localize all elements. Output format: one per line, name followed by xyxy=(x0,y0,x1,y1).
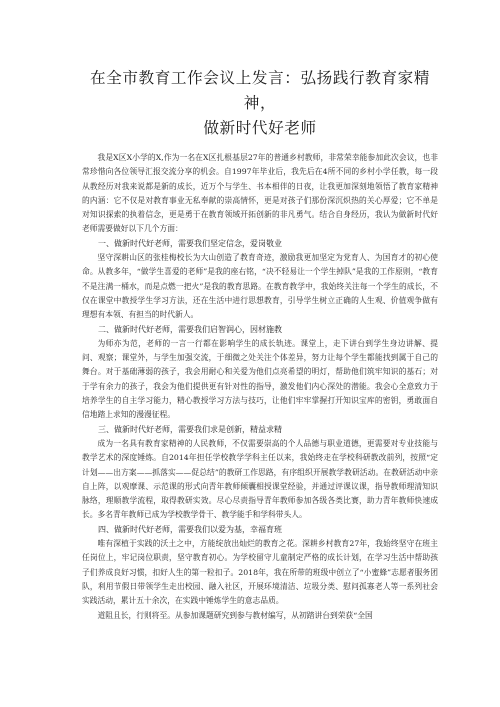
section-1-body: 坚守深耕山区的张桂梅校长为大山创造了教育奇迹，激励我更加坚定为党育人、为国育才的初心使命。从教多年，“做学生喜爱的老师”是我的座右铭，“决不轻易让一个学生掉队”是我的工作原则，“教育不是注满一桶水，而是点燃一把火”是我的教育思路。在教育教学中，我始终关注每一个学生的成长，不仅在课堂中教授学生学习方法，还在生活中进行思想教育，引导学生树立正确的人生观、价值观争做有理想有本领、有担当的时代新人。 xyxy=(82,253,438,320)
title-line-2: 做新时代好老师 xyxy=(203,119,317,137)
title-line-1: 在全市教育工作会议上发言：弘扬践行教育家精神， xyxy=(89,69,431,112)
intro-paragraph: 我是X区X小学的X,作为一名在X区扎根基层27年的普通乡村教师，非常荣幸能参加此次会议，也非常珍惜向各位领导汇报交流分享的机会。自1997年毕业后，我先后在4所不同的乡村小学任教，每一段从教经历对我来说都是新的成长，近万个与学生、书本相伴的日夜，让我更加深刻地领悟了教育家精神的内涵：它不仅是对教育事业无私奉献的崇高情怀，更是对孩子们那份深沉炽热的关心厚爱；它不单是对知识探索的执着信念，更是勇于在教育领域开拓创新的非凡勇气。结合自身经历，我认为做新时代好老师需要做好以下几个方面： xyxy=(82,153,438,234)
section-3-body: 成为一名具有教育家精神的人民教师，不仅需要崇高的个人品德与职业道德，更需要对专业技能与教学艺术的深度锤炼。自2014年担任学校教学学科主任以来，我始终走在学校科研教改前列，按照“定计划——出方案——抓落实——促总结”的教研工作思路，有序组织开展教学教研活动。在教研活动中亲自上阵，以观摩课、示范课的形式向青年教师倾囊相授课堂经验，并通过评课议课，指导教师理清知识脉络，理顺教学流程，取得教研实效。尽心尽责指导青年教师参加各级各类比赛，助力青年教师快速成长。多名青年教师已成为学校教学骨干、教学能手和学科带头人。 xyxy=(82,438,438,520)
closing-paragraph: 道阻且长，行则将至。从参加课题研究到参与教材编写，从初踏讲台到荣获“全国 xyxy=(97,610,373,620)
section-4-heading: 四、做新时代好老师，需要我们以爱为基，幸福育班 xyxy=(98,524,282,534)
section-2-heading: 二、做新时代好老师，需要我们启智润心，因材施教 xyxy=(98,324,282,334)
section-3-heading: 三、做新时代好老师，需要我们求是创新，精益求精 xyxy=(98,424,282,434)
document-title xyxy=(82,66,438,141)
section-2-body: 为师亦为范，老师的一言一行都在影响学生的成长轨迹。课堂上，走下讲台到学生身边讲解、提问、观察；课堂外，与学生加强交流，于细微之处关注个体差异，努力让每个学生都能找到属于自己的舞台。对于基础薄弱的孩子，我会用耐心和关爱为他们点亮希望的明灯，帮助他们筑牢知识的基石；对于学有余力的孩子，我会为他们提供更有针对性的指导，激发他们内心深处的潜能。我会心全意致力于培养学生的自主学习能力，精心教授学习方法与技巧，让他们牢牢掌握打开知识宝库的密钥，勇敢面自信地踏上求知的漫漫征程。 xyxy=(82,338,438,420)
section-4-body: 唯有深植于实践的沃土之中，方能绽放出灿烂的教育之花。深耕乡村教育27年，我始终坚守在班主任岗位上，牢记岗位职责，坚守教育初心。为学校留守儿童制定严格的成长计划，在学习生活中帮助孩子们养成良好习惯，扣好人生的第一粒扣子。2018年，我在所带的班级中创立了“小蜜蜂”志愿者服务团队，利用节假日带领学生走出校园、融入社区，开展环境清洁、垃圾分类、慰问孤寡老人等一系列社会实践活动，累计五十余次，在实践中锤炼学生的意志品质。 xyxy=(82,539,438,606)
section-1-heading: 一、做新时代好老师，需要我们坚定信念，爱岗敬业 xyxy=(98,238,282,248)
